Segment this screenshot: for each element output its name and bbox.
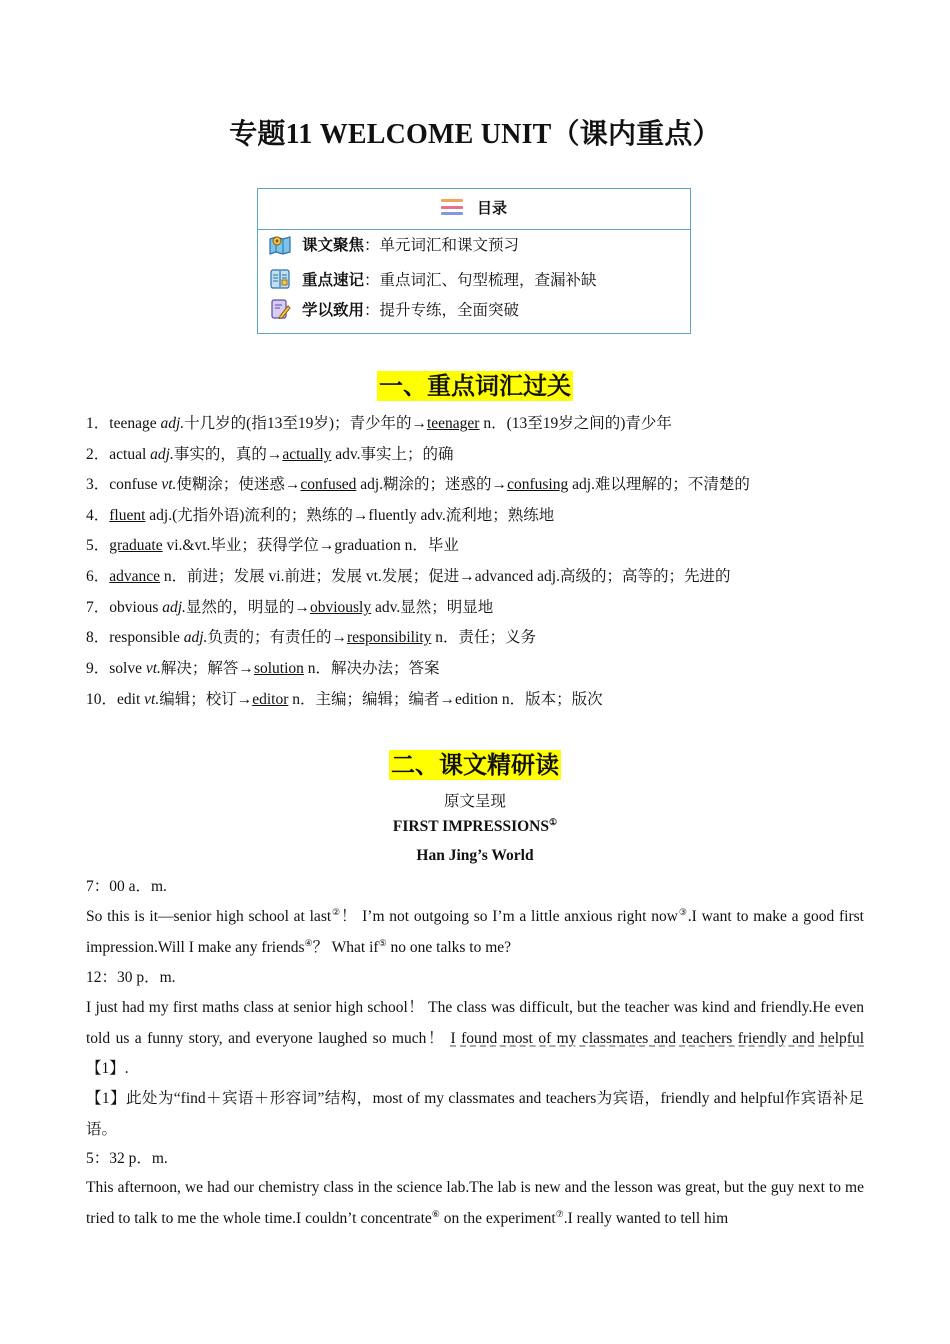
book-icon: [268, 267, 292, 291]
article-byline: Han Jing’s World: [416, 847, 534, 864]
vocab-item: 10．edit vt.编辑；校订→editor n．主编；编辑；编者→edition n．版本；版次: [86, 691, 603, 708]
toc-item-sep: ：: [364, 236, 380, 254]
vocab-item: 5．graduate vi.&vt.毕业；获得学位→graduation n．毕业: [86, 537, 459, 554]
toc-item[interactable]: [268, 297, 519, 321]
text-subtitle: 原文呈现: [443, 793, 506, 810]
edit-note-icon: [268, 297, 292, 321]
section-title: [0, 745, 950, 780]
diary-time: 12：30 p．m.: [86, 969, 176, 986]
vocab-item: 9．solve vt.解决；解答→solution n．解决办法；答案: [86, 660, 440, 677]
toc-header: [258, 189, 690, 230]
list-icon: [441, 199, 463, 215]
page-title: 专题11 WELCOME UNIT（课内重点）: [229, 119, 721, 150]
toc-item[interactable]: [268, 267, 597, 291]
toc-item-desc: 提升专练，全面突破: [379, 301, 520, 319]
toc-item-sep: ：: [364, 301, 380, 319]
paragraph: I just had my first maths class at senior high school！ The class was difficult, but the teacher was kind and friendly.He even told us a funny story, and everyone laughed so much！ I found most of my classmates and teachers friendly and helpful【1】.: [86, 999, 864, 1077]
table-of-contents: [257, 188, 691, 334]
toc-item-sep: ：: [364, 271, 380, 289]
toc-item-label: 重点速记: [302, 271, 365, 289]
section-title-text: 一、重点词汇过关: [379, 372, 571, 400]
vocab-item: 4．fluent adj.(尤指外语)流利的；熟练的→fluently adv.流利地；熟练地: [86, 507, 555, 524]
vocab-item: 2．actual adj.事实的，真的→actually adv.事实上；的确: [86, 446, 454, 463]
toc-item-label: 课文聚焦: [302, 236, 365, 254]
vocab-item: 1．teenage adj.十几岁的(指13至19岁)；青少年的→teenager n．(13至19岁之间的)青少年: [86, 415, 672, 432]
map-pin-icon: [268, 232, 292, 256]
section-title-text: 二、课文精研读: [391, 751, 559, 779]
paragraph: This afternoon, we had our chemistry class in the science lab.The lab is new and the lesson was great, but the guy next to me tried to talk to me the whole time.I couldn’t concentrate⑥ on the experiment⑦.I really wanted to tell him: [86, 1179, 864, 1227]
toc-item-desc: 单元词汇和课文预习: [379, 236, 520, 254]
toc-heading: 目录: [476, 198, 507, 217]
vocab-item: 7．obvious adj.显然的，明显的→obviously adv.显然；明显地: [86, 599, 494, 616]
diary-time: 5：32 p．m.: [86, 1150, 168, 1167]
vocab-item: 8．responsible adj.负责的；有责任的→responsibility n．责任；义务: [86, 629, 536, 646]
toc-item-label: 学以致用: [302, 301, 365, 319]
paragraph: So this is it—senior high school at last②！ I’m not outgoing so I’m a little anxious right now③.I want to make a good first impression.Will I make any friends④？ What if⑤ no one talks to me?: [86, 907, 864, 956]
article-title: FIRST IMPRESSIONS①: [392, 817, 558, 835]
toc-item-desc: 重点词汇、句型梳理，查漏补缺: [379, 271, 597, 289]
vocab-item: 6．advance n．前进；发展 vi.前进；发展 vt.发展；促进→advanced adj.高级的；高等的；先进的: [86, 568, 731, 585]
section-title: [0, 366, 950, 401]
annotation-note: 【1】此处为“find＋宾语＋形容词”结构，most of my classmates and teachers为宾语，friendly and helpful作宾语补足语。: [86, 1090, 864, 1138]
toc-item[interactable]: [268, 232, 519, 256]
diary-time: 7：00 a．m.: [86, 878, 167, 895]
vocab-item: 3．confuse vt.使糊涂；使迷惑→confused adj.糊涂的；迷惑的→confusing adj.难以理解的；不清楚的: [86, 476, 750, 493]
